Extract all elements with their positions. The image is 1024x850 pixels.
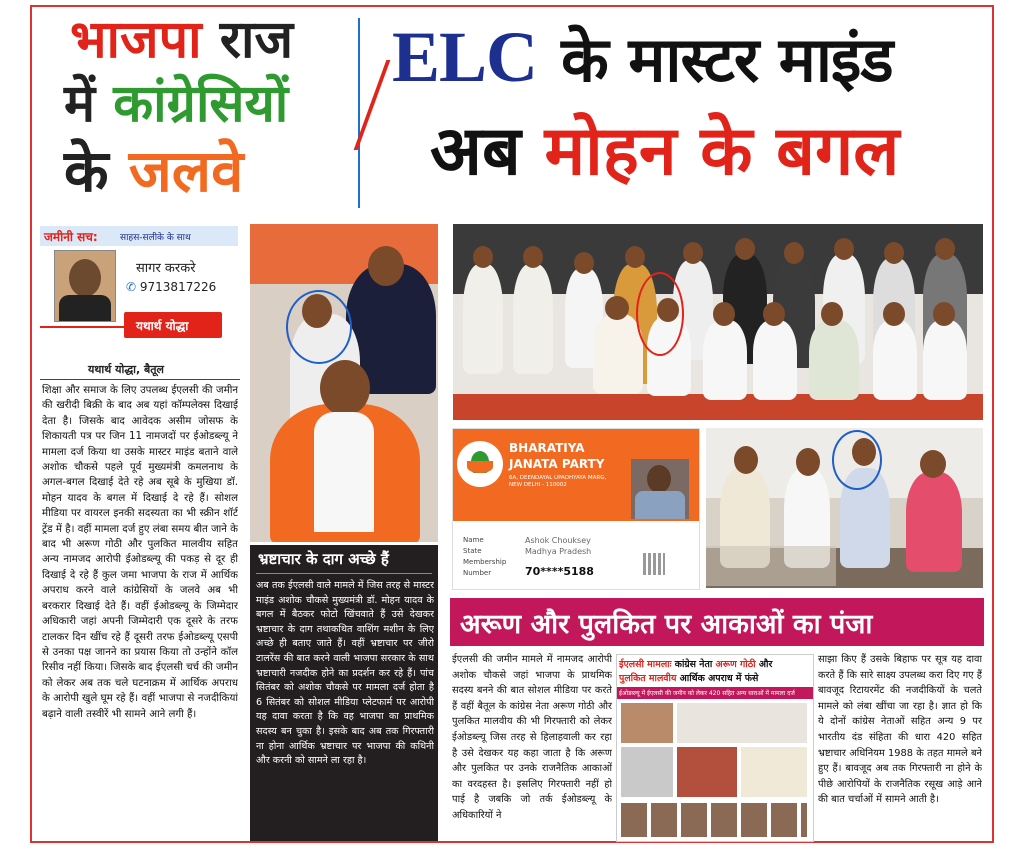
headline-left-word: जलवे — [128, 137, 244, 205]
card-address: 6A, DEENDAYAL UPADHYAYA MARG, NEW DELHI - 110002 — [509, 475, 607, 488]
card-party-line1: BHARATIYA — [509, 441, 585, 455]
author-phone — [126, 280, 216, 294]
highlight-circle — [286, 290, 352, 364]
clipping-text: पुलकित मालवीय — [619, 673, 677, 684]
headline-right-word: ELC — [392, 17, 538, 97]
headline-right-word: मोहन के बगल — [544, 112, 900, 191]
card-party-line2: JANATA PARTY — [509, 457, 605, 471]
clipping-line2 — [619, 671, 758, 684]
column-brand-bar — [40, 226, 238, 246]
clipping-text: कांग्रेस नेता — [674, 659, 713, 670]
author-name: सागर करकरे — [136, 261, 196, 276]
photo-group-stage — [453, 224, 983, 420]
article-mid: ईएलसी की जमीन मामले में नामजद आरोपी अशोक चौकसे जहां भाजपा के प्राथमिक सदस्य बनने की बात सोशल मीडिया पर करते हैं वहीं बैतूल के कांग्रेस नेता अरूण गोठी और पुलकित मालवीय की भी गिरफ्तारी को लेकर ईओडब्ल्यू जिस तरह से हिलाहवाली कर रहा है उसे देखकर यह कहा जाता है कि अरूण और पुलकित पर उनके राजनैतिक आकाओं का वरदहस्त है। इसलिए गिरफ्तारी नहीं हो पाई है जबकि जो तर्क ईओडब्ल्यू के अधिकारियों ने — [452, 654, 612, 821]
column-brand: जमीनी सच: — [44, 230, 98, 244]
column-header — [40, 226, 238, 350]
card-number-label: Membership Number — [463, 558, 507, 577]
author-phone-number: 9713817226 — [139, 280, 217, 294]
card-name-value: Ashok Chouksey — [525, 536, 591, 545]
photo-cm-meeting — [250, 224, 438, 542]
card-number-value: 70****5188 — [525, 565, 594, 578]
clipping-strip-text: ईओडब्ल्यू में ईएलसी की जमीन को लेकर 420 सहित अन्य धाराओं में मामला दर्ज — [619, 690, 795, 697]
box-text: अब तक ईएलसी वाले मामले में जिस तरह से मास्टर माइंड अशोक चौकसे मुख्यमंत्री डॉ. मोहन यादव के बगल में बैठकर फोटो खिंचवाते हैं उसे देखकर भ्रष्टाचार के दाग तथाकथित वाशिंग मशीन के लिए अच्छे ही बताए जाते हैं। वहीं भ्रष्टाचार पर जीरो टालरेंस की बात करने वाली भाजपा सरकार के साथ भ्रष्टाचारी नजदीक होने का प्रदर्शन कर रहे हैं। पांच सितंबर को अशोक चौकसे पर मामला दर्ज होता है 6 सितंबर को सोशल मीडिया प्लेटफार्म पर आरोपी यह दावा करता है कि वह भाजपा का प्राथमिक सदस्य बन चुका है। इसके बाद अब तक गिरफ्तारी ना होना आर्थिक भ्रष्टाचार पर भाजपा की कथिनी और करनी को सामने ला रहा है। — [256, 580, 434, 767]
headline-left-word: में — [64, 74, 96, 134]
box-corruption — [250, 545, 438, 841]
bjp-logo-icon — [457, 441, 503, 487]
headline-right-word: के मास्टर माइंड — [561, 23, 893, 96]
card-state-label: State — [463, 547, 482, 555]
card-header — [453, 429, 699, 521]
article-left: शिक्षा और समाज के लिए उपलब्ध ईएलसी की जमीन की खरीदी बिक्री के बाद अब यहां कॉम्पलेक्स दिखाई देता है। जिसके बाद आवेदक असीम जोसफ के शिकायती पत्र पर जिन 11 नामजदों पर ईओडब्ल्यू ने मामला दर्ज किया था उसके मास्टर माइंड बताने वाले अशोक चौकसे पहले पूर्व मुख्यमंत्री कमलनाथ के अगल-बगल दिखाई देते रहे अब सूबे के मुखिया डॉ. मोहन यादव के बगल में दिखाई दे रहे हैं। सोशल मीडिया पर वायरल इनकी सदस्यता का भी स्क्रीन शॉर्ट ट्रेंड में है। वहीं मामला दर्ज हुए लंबा समय बीत जाने के बाद भी अरूण गोठी और पुलकित मालवीय सहित अन्य नामजद आरोपी ईओडब्ल्यू की पकड़ से दूर ही दिखाई दे रहे हैं कुल जमा भाजपा के राज में आर्थिक अपराध करने वाले कांग्रेसियों के जलवे अब भी बरकरार दिखाई देते हैं। वहीं ईओडब्ल्यू के जिम्मेदार अधिकारी जहां अपनी जिम्मेदारी एक दूसरे के तरफ टालकर दिन खींच रहे हैं दूसरी तरफ ईओडब्ल्यू एसपी से उनका पक्ष जानने का प्रयास किया तो उन्होंने कॉल रिसीव नहीं किया। जिसके बाद ईएलसी चर्च की जमीन को लेकर अब तक चले घटनाक्रम में आर्थिक अपराध के आरोपी खुले घूम रहे हैं। वहीं भाजपा से नजदीकियां बढ़ाने वाली तस्वीरें भी सामने आने लगी हैं। — [42, 385, 238, 720]
column-tagline: साहस-सलीके के साथ — [120, 233, 191, 243]
highlight-circle — [636, 272, 684, 356]
phone-icon: ✆ — [126, 280, 137, 294]
box-title: भ्रष्टाचार के दाग अच्छे हैं — [258, 550, 389, 568]
headline-left-word: राज — [219, 10, 294, 70]
card-state-value: Madhya Pradesh — [525, 547, 592, 556]
card-labels — [463, 535, 507, 579]
card-photo — [631, 459, 689, 519]
banner-text: अरूण और पुलकित पर आकाओं का पंजा — [460, 609, 873, 640]
clipping-strip — [617, 687, 813, 699]
headline-left-word: भाजपा — [70, 10, 202, 70]
banner — [450, 598, 984, 646]
membership-card — [452, 428, 700, 590]
highlight-circle — [832, 430, 882, 490]
column-badge — [124, 312, 222, 338]
clipping-line1 — [619, 657, 772, 670]
card-name-label: Name — [463, 536, 484, 544]
headline-left-word: के — [64, 137, 109, 205]
author-photo — [54, 250, 116, 322]
headline-left-word: कांग्रेसियों — [113, 74, 289, 134]
article-right: साझा किए हैं उसके बिहाफ पर सूत्र यह दावा करते हैं कि सारे साक्ष्य उपलब्ध करा दिए गए हैं बावजूद रिटायरमेंट की नजदीकियों के चलते मामले को लंबा खींचा जा रहा है। ज्ञात हो कि ये दोनों कांग्रेस नेताओं सहित अन्य 9 पर भारतीय दंड संहिता की धारा 420 सहित भ्रष्टाचार अधिनियम 1988 के तहत मामले बने हुए हैं। बावजूद अब तक गिरफ्तारी ना होने के पीछे आरोपियों के राजनैतिक रसूख आड़े आने की बात चर्चाओं में सामने आती है। — [818, 654, 982, 806]
clipping-text: और — [758, 659, 773, 670]
clipping-text: अरूण गोठी — [715, 659, 756, 670]
qr-code-icon — [643, 553, 665, 575]
column-badge-label: यथार्थ योद्धा — [136, 319, 189, 333]
headline-divider — [358, 18, 360, 208]
headline-right-word: अब — [430, 112, 521, 191]
clipping-text: आर्थिक अपराध में फंसे — [679, 673, 759, 684]
news-clipping — [616, 654, 814, 842]
clipping-text: ईएलसी मामलाः — [619, 659, 672, 670]
card-values — [525, 535, 591, 557]
dateline: यथार्थ योद्धा, बैतूल — [88, 363, 165, 376]
